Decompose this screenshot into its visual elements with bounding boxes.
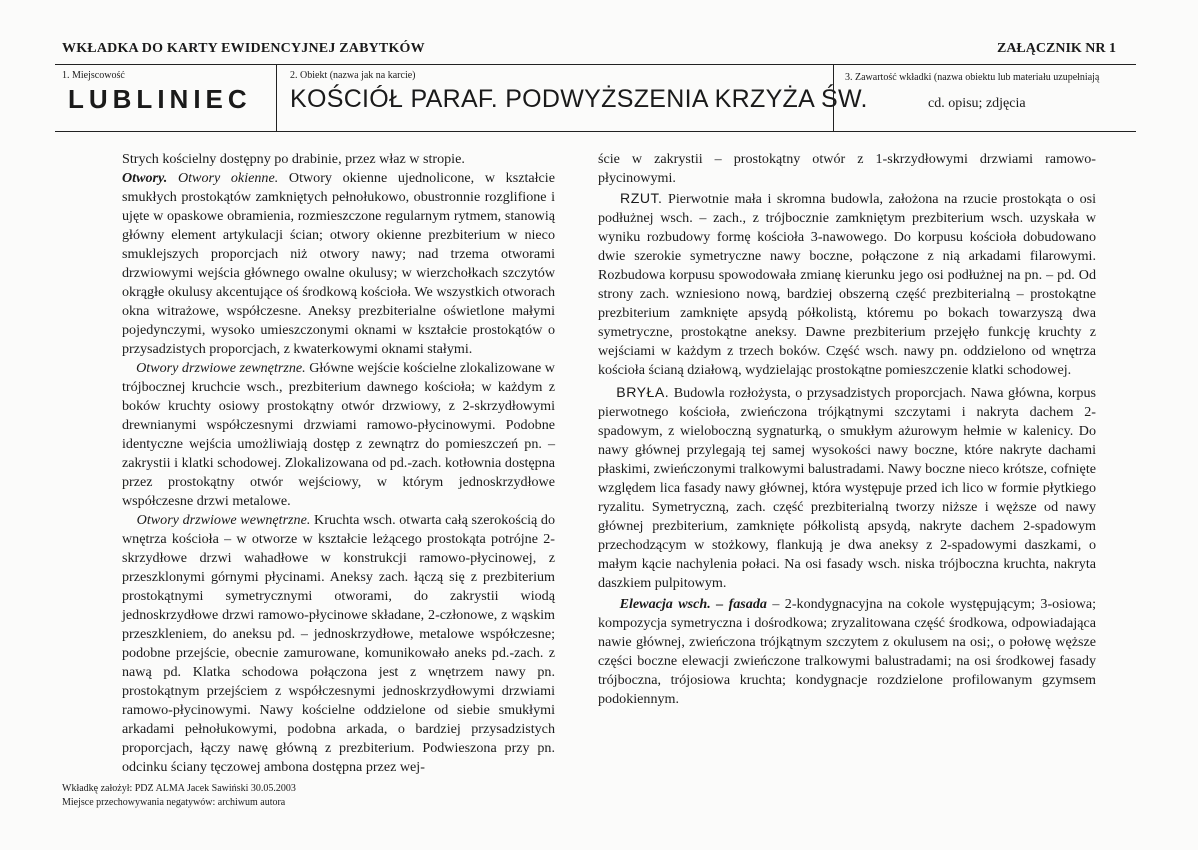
paragraph: Otwory drzwiowe zewnętrzne. Główne wejście kościelne zlokalizowane w trójbocznej kruchcie wsch., prezbiterium dawnego kościoła; w każdym z boków kruchty osiowy prostokątny otwór drzwiowy, z 2-skrzydłowymi drewnianymi współczesnymi drzwiami ramowo-płycinowymi. Podobne identyczne wejścia umożliwiają dostęp z zewnątrz do pomieszczeń pn. – zakrystii i klatki schodowej. Zlokalizowana od pd.-zach. kotłownia dostępna przez prostokątny otwór wejściowy, w którym jednoskrzydłowe współczesne drzwi metalowe. [122,360,555,509]
paragraph: ście w zakrystii – prostokątny otwór z 1-skrzydłowymi drzwiami ramowo-płycinowymi. [598,151,1096,186]
paragraph: RZUT. Pierwotnie mała i skromna budowla, założona na rzucie prostokąta o osi podłużnej wsch. – zach., z trójbocznie zamkniętym prezbiterium wsch. uzyskała w wyniku rozbudowy formę kościoła 3-nawowego. Do korpusu kościoła dobudowano dwie szerokie symetryczne nawy boczne, połączone z nią arkadami filarowymi. Rozbudowa korpusu spowodowała zmianę kierunku jego osi podłużnej na pn. – pd. Od strony zach. wzniesiono nową, bardziej obszerną część prezbiterialną – prostokątne prezbiterium zamknięte apsydą półkolistą, któremu po bokach towarzyszą dwa symetryczne, prostokątne aneksy. Dawne prezbiterium przejęło funkcję kruchty z wejściami w każdym z trzech boków. Część wsch. nawy pn. oddzielono od wnętrza kościoła ścianą działową, wydzielając prostokątne pomieszczenie klatki schodowej. [598,190,1097,378]
footer-negatives: Miejsce przechowywania negatywów: archiwum autora [62,797,286,808]
paragraph: Strych kościelny dostępny po drabinie, przez właz w stropie. [122,151,465,167]
locality-value: LUBLINIEC [68,84,252,114]
attachment-label: ZAŁĄCZNIK NR 1 [996,41,1116,56]
header-title: WKŁADKA DO KARTY EWIDENCYJNEJ ZABYTKÓW [62,41,425,56]
paragraph: Elewacja wsch. – fasada – 2-kondygnacyjna na cokole występującym; 3-osiowa; kompozycja symetryczna i dośrodkowa; zryzalitowana część środkowa, odpowiadająca nawie głównej, zwieńczona trójkątnym szczytem z okulusem na osi;, o połowę węższe części boczne elewacji zwieńczone tralkowymi balustradami; na osi środkowej fasady trójboczna, trójosiowa kruchta; kondygnacje rozdzielone profilowanym gzymsem podokiennym. [598,596,1096,707]
object-name-value: KOŚCIÓŁ PARAF. PODWYŻSZENIA KRZYŻA ŚW. [290,85,868,113]
paragraph: Otwory. Otwory okienne. Otwory okienne ujednolicone, w kształcie smukłych prostokątów zamkniętych pełnołukowo, obustronnie rozglifione i ujęte w opaskowe obramienia, rozmieszczone regularnym rytmem, stanowią główny element artykulacji ścian; otwory okienne prezbiterium w nieco smuklejszych proporcjach niż otwory nawy; nad trzema otworami drzwiowymi wejścia głównego owalne okulusy; w wierzchołkach szczytów okrągłe okulusy akcentujące oś środkową kościoła. We wszystkich otworach okna witrażowe, współczesne. Aneksy prezbiterialne oświetlone małymi pojedynczymi, wysoko umieszczonymi oknami w kształcie prostokątów o przysadzistych proporcjach, z kwaterkowymi oknami stałymi. [122,170,555,357]
field-divider-1 [276,64,277,131]
field-2-label: 2. Obiekt (nazwa jak na karcie) [290,70,416,81]
header-top-rule [55,64,1136,65]
text-column-right [598,150,1096,709]
field-3-label: 3. Zawartość wkładki (nazwa obiektu lub materiału uzupełniają [845,72,1100,83]
text-column-left [122,150,555,777]
header-bottom-rule [55,131,1136,132]
paragraph: Otwory drzwiowe wewnętrzne. Kruchta wsch. otwarta całą szerokością do wnętrza kościoła – w otworze w kształcie leżącego prostokąta potrójne 2-skrzydłowe drzwi wahadłowe w konstrukcji ramowo-płycinowej, z przeszklonymi górnymi płycinami. Aneksy zach. łączą się z prezbiterium prostokątnymi symetrycznymi otworami, do zakrystii wiodą jednoskrzydłowe drzwi ramowo-płycinowe składane, 2-członowe, z wąskim przeszkleniem, do aneksu pd. – jednoskrzydłowe, metalowe współczesne; podobne przejście, obecnie zamurowane, komunikowało aneks pd.-zach. z nawą pd. Klatka schodowa połączona jest z wnętrzem nawy pn. prostokątnym przejściem z współczesnymi jednoskrzydłowymi drzwiami ramowo-płycinowymi. Nawy kościelne oddzielone od siebie smukłymi arkadami pełnołukowymi, podobna arkada, o bardziej przysadzistych proporcjach, łączy nawę główną z prezbiterium. Podwieszona przy pn. odcinku ściany tęczowej ambona dostępna przez wej- [122,512,556,775]
footer-author: Wkładkę założył: PDZ ALMA Jacek Sawiński 30.05.2003 [62,783,296,794]
paragraph: BRYŁA. Budowla rozłożysta, o przysadzistych proporcjach. Nawa główna, korpus pierwotnego kościoła, zwieńczona trójkątnymi szczytami i nakryta dachem 2-spadowym, z wieloboczną sygnaturką, o smukłym ażurowym hełmie w kalenicy. Do nawy głównej przylegają tej samej wysokości nawy boczne, które nakryte dachami płaskimi, zwieńczonymi tralkowymi balustradami. Nawy boczne nieco krótsze, cofnięte względem lica fasady nawy głównej, która występuje przed ich lico w formie płytkiego ryzalitu. Symetryczną, zach. część prezbiterialną tworzy niższe i węższe od nawy głównej prezbiterium, zamknięte półkolistą apsydą, nakryte dachem 2-spadowym przechodzącym w stożkowy, flankują je dwa aneksy z 2-spadowymi daszkami, o małym kącie nachylenia połaci. Na osi fasady wsch. niska trójboczna kruchta, nakryta daszkiem pulpitowym. [598,384,1096,591]
insert-contents-value: cd. opisu; zdjęcia [928,96,1026,111]
field-1-label: 1. Miejscowość [62,70,125,81]
